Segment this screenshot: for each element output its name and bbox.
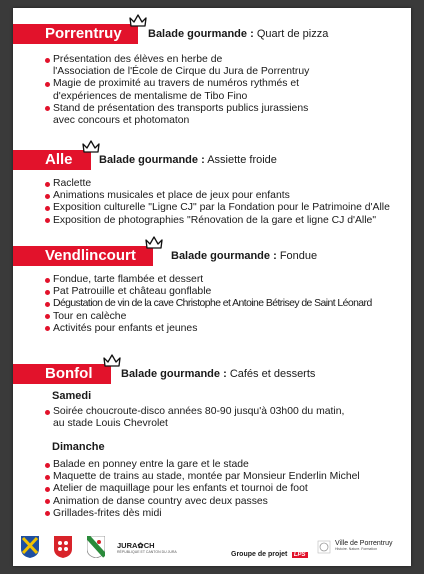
list-item: Balade en ponney entre la gare et le stade — [13, 459, 360, 471]
list-item: Magie de proximité au travers de numéros rythmés et d'expériences de mentalisme de Tibo Fino — [13, 78, 309, 102]
section-header — [13, 22, 411, 44]
jura-logo: JURA✿CH RÉPUBLIQUE ET CANTON DU JURA — [117, 541, 177, 554]
list-item: Animation de danse country avec deux passes — [13, 496, 360, 508]
crown-icon — [145, 236, 163, 250]
flyer-page — [13, 8, 411, 566]
section-bonfol — [13, 362, 411, 519]
town-label: Porrentruy — [13, 24, 138, 44]
list-item: Maquette de trains au stade, montée par Monsieur Enderlin Michel — [13, 471, 360, 483]
section-header — [13, 148, 411, 170]
ville-porrentruy-logo: Ville de Porrentruy Histoire. Nature. Formation — [335, 540, 393, 551]
list-item: Soirée choucroute-disco années 80-90 jusqu'à 03h00 du matin, au stade Louis Chevrolet — [13, 406, 344, 430]
activity-list — [13, 406, 344, 430]
balade-label: Balade gourmande : — [171, 250, 277, 262]
section-header — [13, 362, 411, 384]
section-porrentruy — [13, 22, 411, 127]
list-item: Fondue, tarte flambée et dessert — [13, 274, 372, 286]
activity-list — [13, 274, 372, 335]
balade-gourmande — [171, 250, 317, 262]
crown-icon — [82, 140, 100, 154]
list-item: Animations musicales et place de jeux pour enfants — [13, 190, 390, 202]
list-item: Raclette — [13, 178, 390, 190]
balade-label: Balade gourmande : — [121, 368, 227, 380]
list-item: Exposition culturelle "Ligne CJ" par la Fondation pour le Patrimoine d'Alle — [13, 202, 390, 214]
list-item: Tour en calèche — [13, 311, 372, 323]
balade-value: Fondue — [279, 250, 318, 262]
list-item: Exposition de photographies "Rénovation de la gare et ligne CJ d'Alle" — [13, 215, 390, 227]
balade-value: Assiette froide — [207, 154, 277, 166]
day-heading: Samedi — [52, 390, 92, 402]
groupe-de-projet-logo: Groupe de projet LPS — [231, 551, 306, 558]
ville-porrentruy-emblem-icon — [317, 540, 331, 554]
activity-list — [13, 459, 360, 520]
balade-label: Balade gourmande : — [148, 28, 254, 40]
town-label: Bonfol — [13, 364, 111, 384]
town-label: Alle — [13, 150, 91, 170]
activity-list — [13, 54, 309, 127]
list-item: Grillades-frites dès midi — [13, 508, 360, 520]
list-item: Activités pour enfants et jeunes — [13, 323, 372, 335]
crown-icon — [103, 354, 121, 368]
bonfol-coat-of-arms-icon — [87, 536, 105, 558]
list-item: Dégustation de vin de la cave Christophe et Antoine Bétrisey de Saint Léonard — [13, 298, 372, 310]
list-item: Stand de présentation des transports publics jurassiens avec concours et photomaton — [13, 103, 309, 127]
list-item: Présentation des élèves en herbe de l'Association de l'École de Cirque du Jura de Porrentruy — [13, 54, 309, 78]
crown-icon — [129, 14, 147, 28]
day-heading: Dimanche — [52, 441, 105, 453]
sponsor-footer — [13, 528, 411, 566]
section-alle — [13, 148, 411, 226]
balade-label: Balade gourmande : — [99, 154, 205, 166]
balade-gourmande — [148, 28, 328, 40]
balade-value: Quart de pizza — [256, 28, 329, 40]
list-item: Pat Patrouille et château gonflable — [13, 286, 372, 298]
balade-value: Cafés et desserts — [229, 368, 316, 380]
section-header — [13, 244, 411, 266]
town-label: Vendlincourt — [13, 246, 153, 266]
balade-gourmande — [121, 368, 315, 380]
balade-gourmande — [99, 154, 277, 166]
list-item: Atelier de maquillage pour les enfants et tournoi de foot — [13, 483, 360, 495]
activity-list — [13, 178, 390, 227]
section-vendlincourt — [13, 244, 411, 334]
alle-coat-of-arms-icon — [21, 536, 39, 558]
vendlincourt-coat-of-arms-icon — [54, 536, 72, 558]
